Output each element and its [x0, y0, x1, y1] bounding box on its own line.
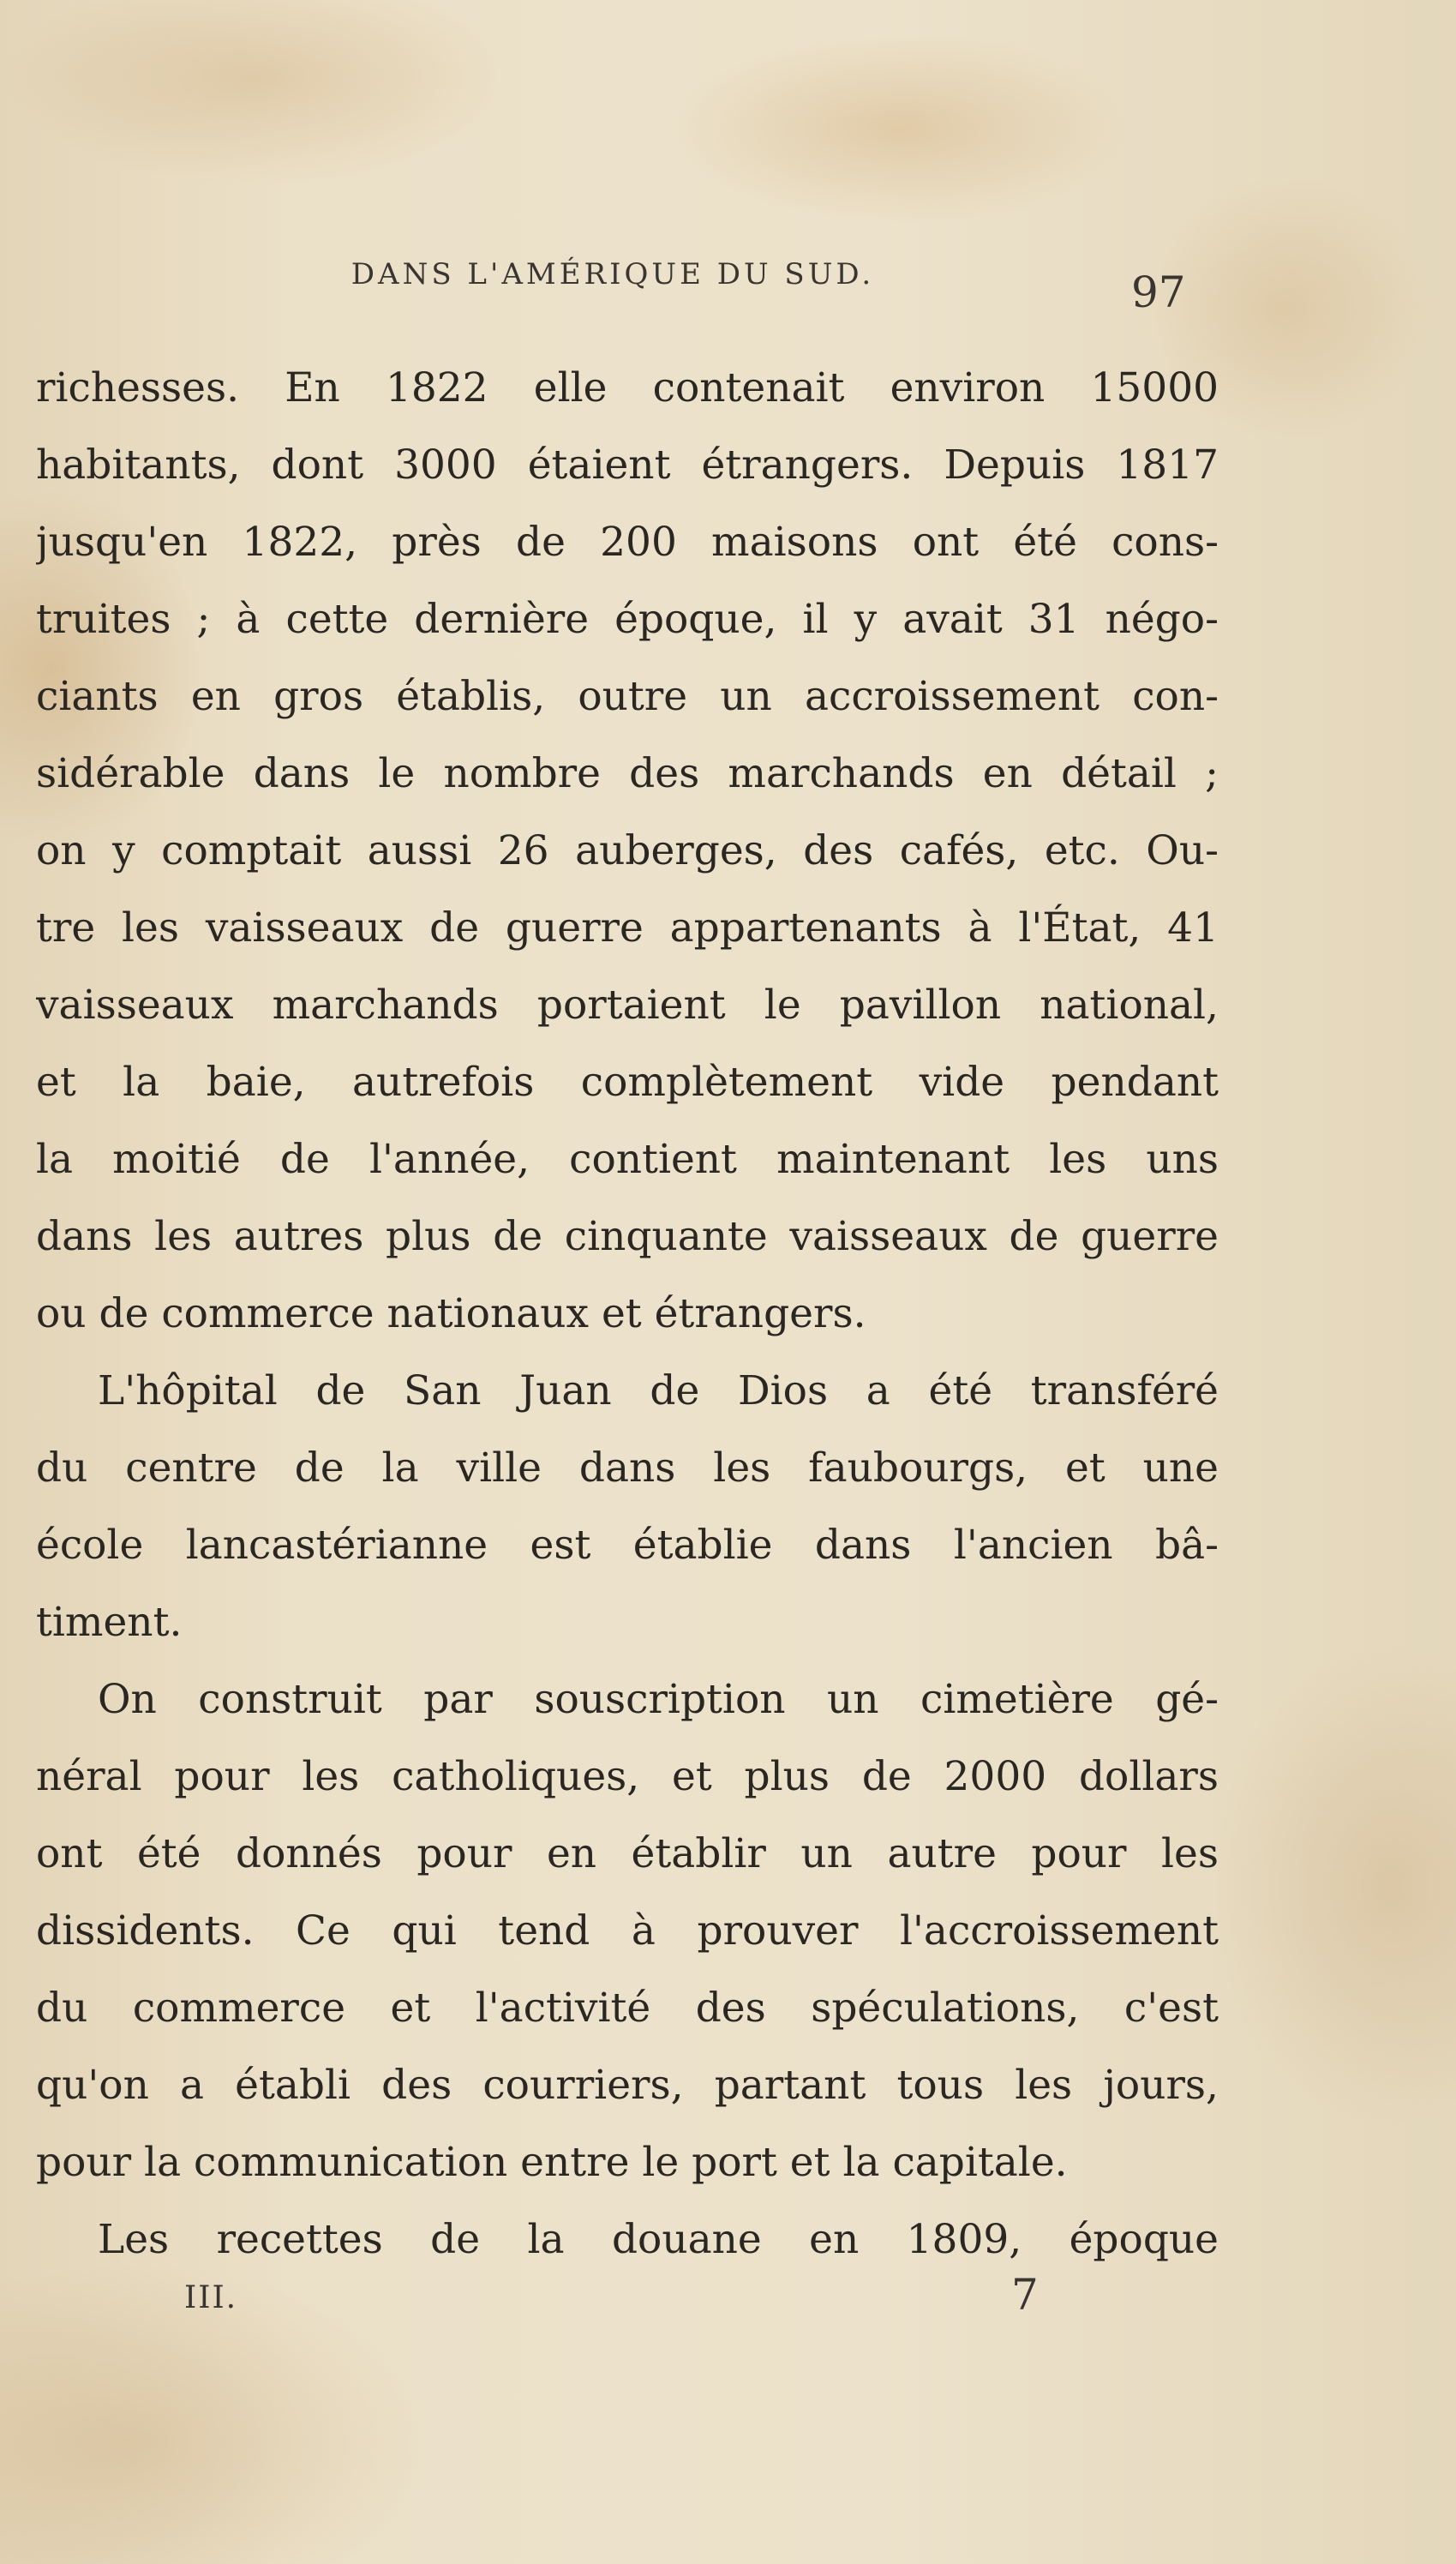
text-line: ou de commerce nationaux et étrangers.: [36, 1290, 866, 1337]
text-line: truites ; à cette dernière époque, il y avait 31 négo-: [36, 596, 1219, 643]
text-line: du commerce et l'activité des spéculations, c'est: [36, 1985, 1219, 2032]
text-line: école lancastérianne est établie dans l'ancien bâ-: [36, 1522, 1219, 1569]
text-line: sidérable dans le nombre des marchands en détail ;: [36, 750, 1219, 797]
text-line: dissidents. Ce qui tend à prouver l'accroissement: [36, 1907, 1219, 1955]
text-line: jusqu'en 1822, près de 200 maisons ont été cons-: [36, 519, 1219, 566]
text-line: L'hôpital de San Juan de Dios a été transféré: [98, 1367, 1219, 1414]
page-number: 97: [1131, 267, 1186, 317]
text-line: qu'on a établi des courriers, partant tous les jours,: [36, 2062, 1219, 2109]
text-line: Les recettes de la douane en 1809, époque: [98, 2216, 1219, 2263]
text-line: ont été donnés pour en établir un autre pour les: [36, 1830, 1219, 1877]
text-line: pour la communication entre le port et la capitale.: [36, 2139, 1068, 2186]
text-line: On construit par souscription un cimetière gé-: [98, 1676, 1219, 1723]
signature-mark: III.: [184, 2280, 238, 2315]
text-line: vaisseaux marchands portaient le pavillon national,: [36, 982, 1219, 1029]
running-head: DANS L'AMÉRIQUE DU SUD.: [351, 257, 875, 291]
text-line: et la baie, autrefois complètement vide pendant: [36, 1059, 1219, 1106]
text-line: richesses. En 1822 elle contenait environ 15000: [36, 364, 1219, 411]
text-line: ciants en gros établis, outre un accroissement con-: [36, 673, 1219, 720]
text-line: néral pour les catholiques, et plus de 2000 dollars: [36, 1753, 1219, 1800]
body-text: [36, 350, 1219, 2279]
text-line: tre les vaisseaux de guerre appartenants à l'État, 41: [36, 904, 1219, 952]
text-line: dans les autres plus de cinquante vaisseaux de guerre: [36, 1213, 1219, 1260]
text-line: la moitié de l'année, contient maintenant les uns: [36, 1136, 1219, 1183]
text-line: du centre de la ville dans les faubourgs, et une: [36, 1444, 1219, 1492]
text-line: timent.: [36, 1599, 183, 1646]
signature-number: 7: [1011, 2270, 1039, 2320]
text-line: on y comptait aussi 26 auberges, des cafés, etc. Ou-: [36, 827, 1219, 874]
text-line: habitants, dont 3000 étaient étrangers. Depuis 1817: [36, 441, 1219, 489]
